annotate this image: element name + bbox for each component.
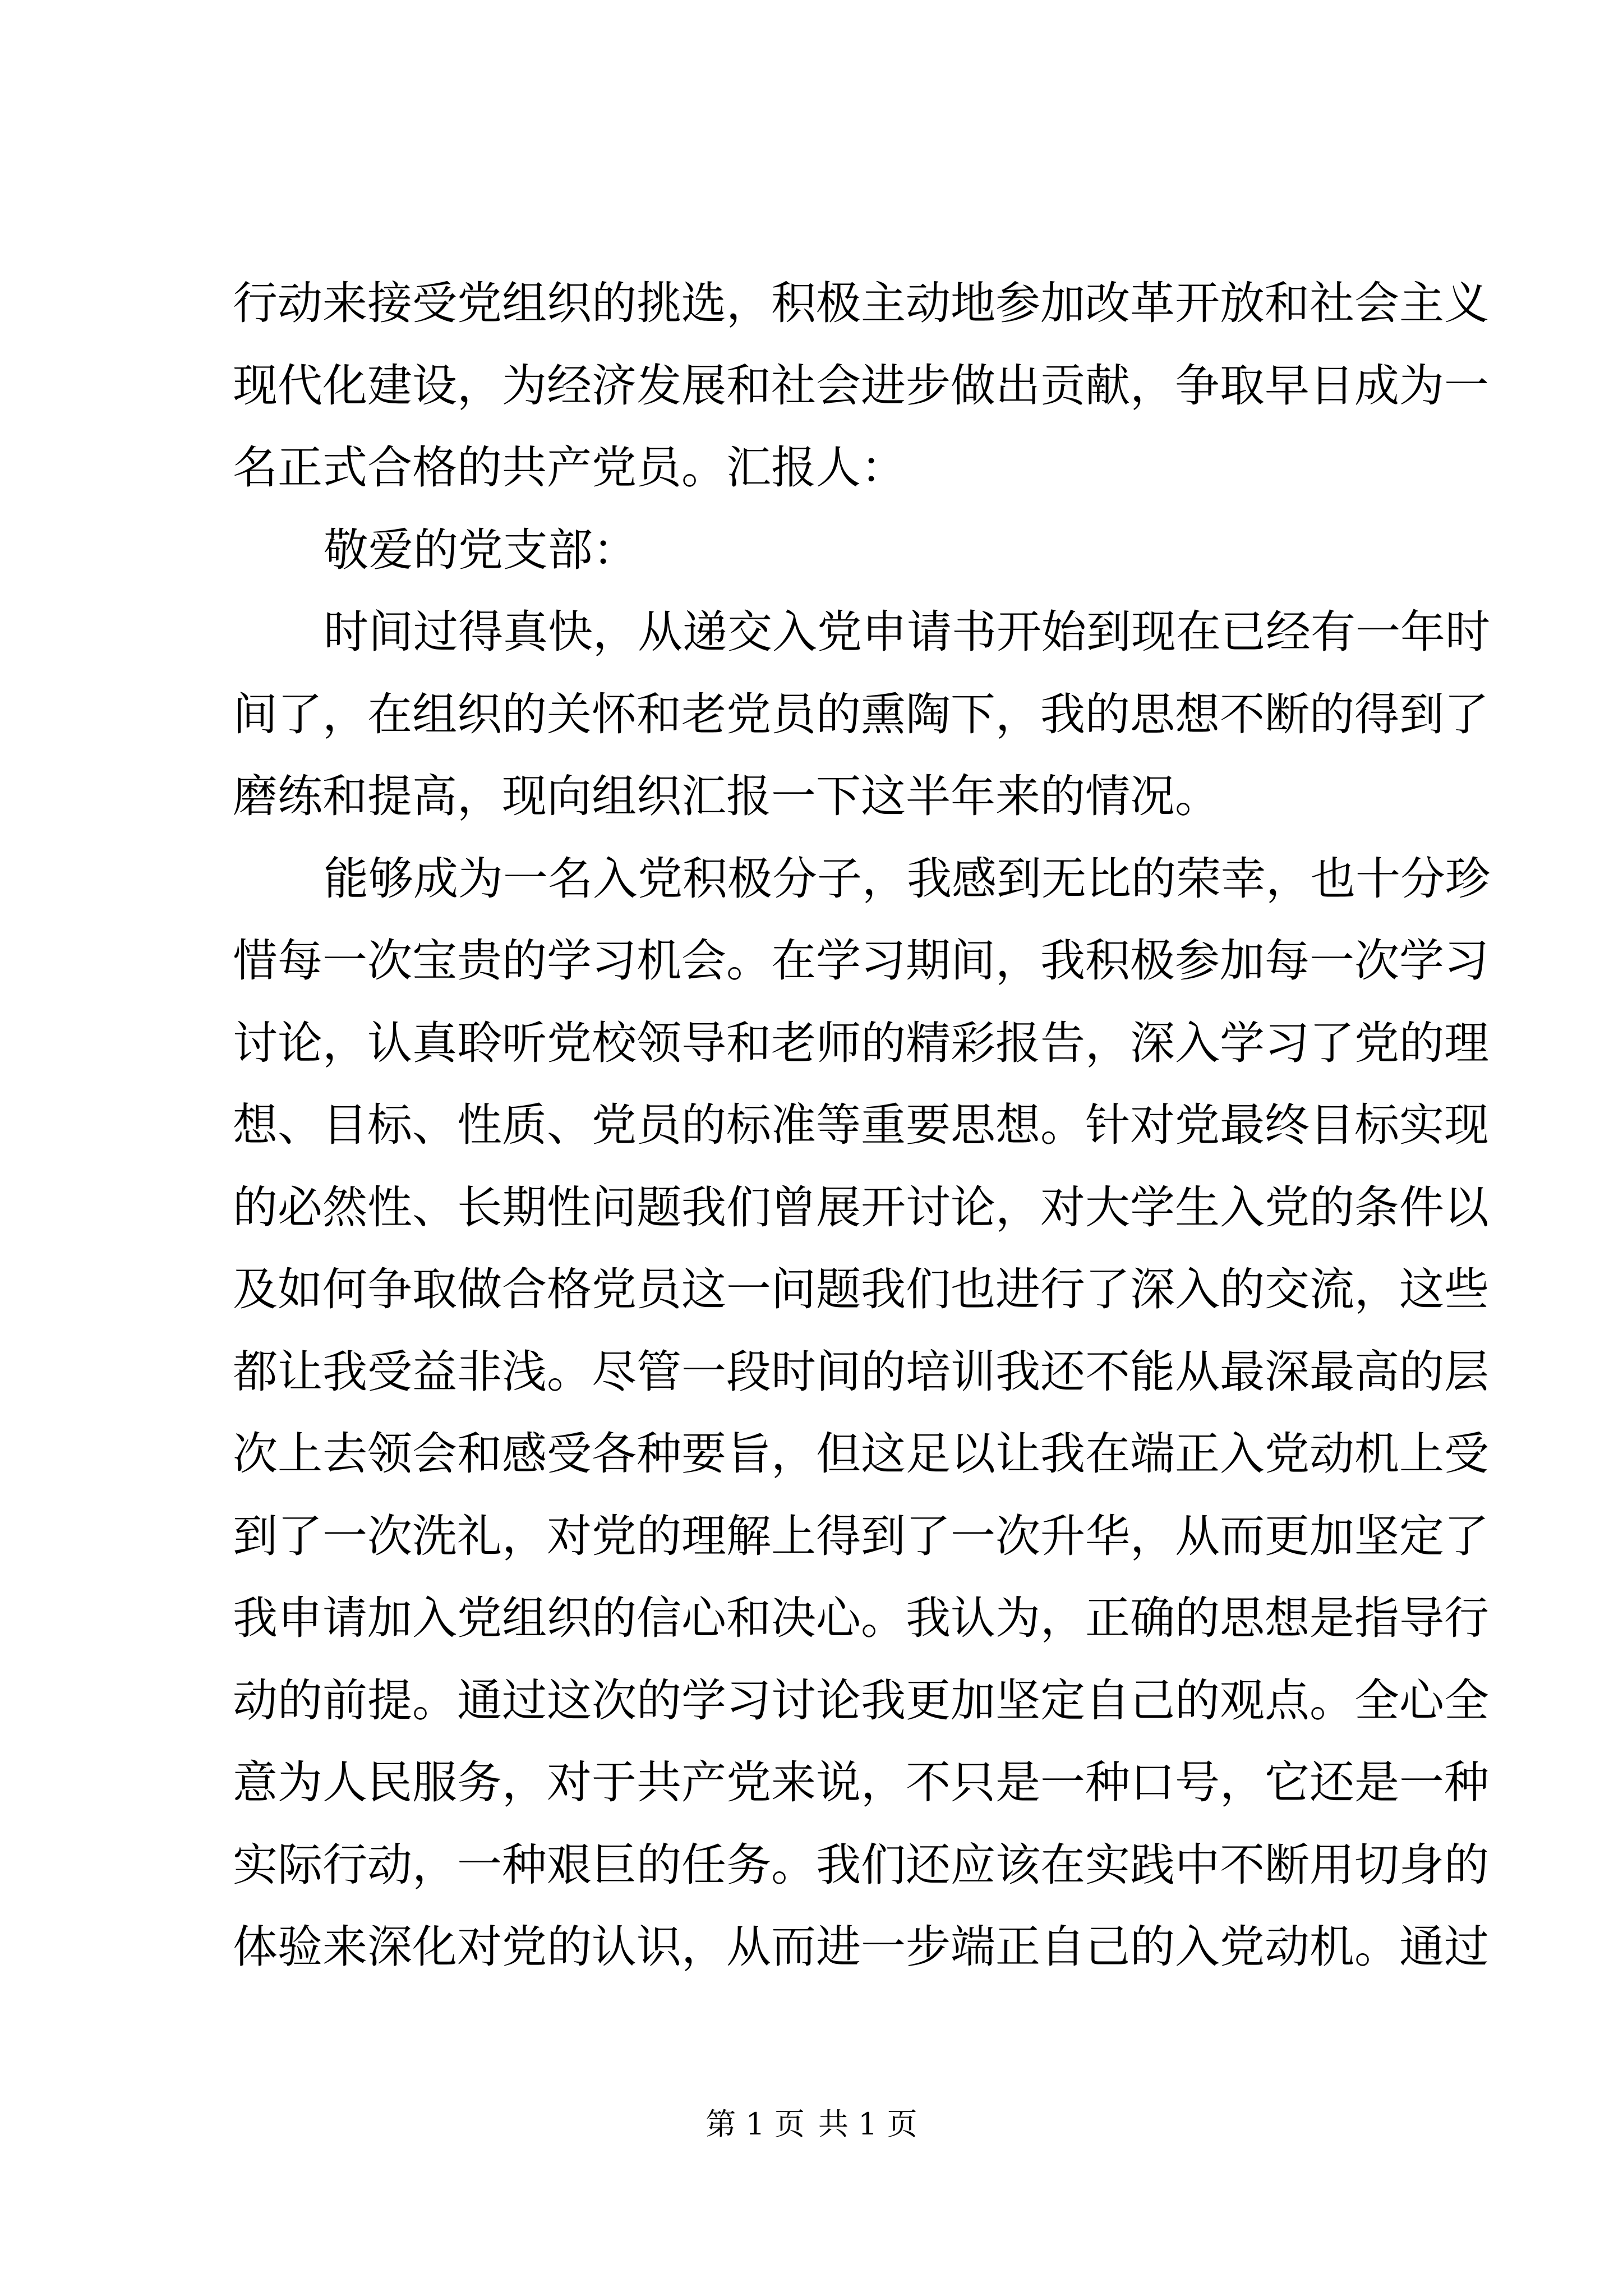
paragraph-line: 行动来接受党组织的挑选，积极主动地参加改革开放和社会主义 bbox=[233, 277, 1489, 329]
paragraph-line: 到了一次洗礼，对党的理解上得到了一次升华，从而更加坚定了 bbox=[233, 1510, 1489, 1562]
paragraph-line: 现代化建设，为经济发展和社会进步做出贡献，争取早日成为一 bbox=[233, 359, 1489, 412]
paragraph-line: 想、目标、性质、党员的标准等重要思想。针对党最终目标实现 bbox=[233, 1099, 1489, 1151]
paragraph-line: 都让我受益非浅。尽管一段时间的培训我还不能从最深最高的层 bbox=[233, 1345, 1489, 1398]
paragraph bbox=[233, 509, 1410, 592]
paragraph-line: 及如何争取做合格党员这一问题我们也进行了深入的交流，这些 bbox=[233, 1263, 1489, 1315]
paragraph-line: 我申请加入党组织的信心和决心。我认为，正确的思想是指导行 bbox=[233, 1592, 1489, 1644]
paragraph-line: 的必然性、长期性问题我们曾展开讨论，对大学生入党的条件以 bbox=[233, 1181, 1489, 1234]
paragraph-line: 时间过得真快，从递交入党申请书开始到现在已经有一年时 bbox=[324, 606, 1490, 658]
paragraph-line: 惜每一次宝贵的学习机会。在学习期间，我积极参加每一次学习 bbox=[233, 935, 1489, 987]
paragraph-line: 动的前提。通过这次的学习讨论我更加坚定自己的观点。全心全 bbox=[233, 1674, 1489, 1727]
paragraph-line: 体验来深化对党的认识，从而进一步端正自己的入党动机。通过 bbox=[233, 1921, 1489, 1973]
paragraph-line: 实际行动，一种艰巨的任务。我们还应该在实践中不断用切身的 bbox=[233, 1838, 1489, 1891]
page-total: 共 1 页 bbox=[818, 2106, 917, 2142]
document-body bbox=[233, 263, 1490, 1989]
paragraph bbox=[233, 838, 1490, 1989]
paragraph-line: 能够成为一名入党积极分子，我感到无比的荣幸，也十分珍 bbox=[324, 852, 1490, 905]
paragraph-line: 间了，在组织的关怀和老党员的熏陶下，我的思想不断的得到了 bbox=[233, 688, 1489, 740]
paragraph-line: 磨练和提高，现向组织汇报一下这半年来的情况。 bbox=[233, 770, 1220, 822]
paragraph-line: 讨论，认真聆听党校领导和老师的精彩报告，深入学习了党的理 bbox=[233, 1016, 1489, 1069]
page-number: 第 1 页 bbox=[706, 2106, 805, 2142]
paragraph bbox=[233, 591, 1490, 838]
paragraph-line: 次上去领会和感受各种要旨，但这足以让我在端正入党动机上受 bbox=[233, 1428, 1489, 1480]
paragraph-line: 名正式合格的共产党员。汇报人： bbox=[233, 441, 906, 494]
paragraph-line: 敬爱的党支部： bbox=[324, 523, 638, 576]
paragraph-line: 意为人民服务，对于共产党来说，不只是一种口号，它还是一种 bbox=[233, 1756, 1489, 1809]
page-footer bbox=[0, 2105, 1623, 2144]
paragraph bbox=[233, 263, 1489, 509]
